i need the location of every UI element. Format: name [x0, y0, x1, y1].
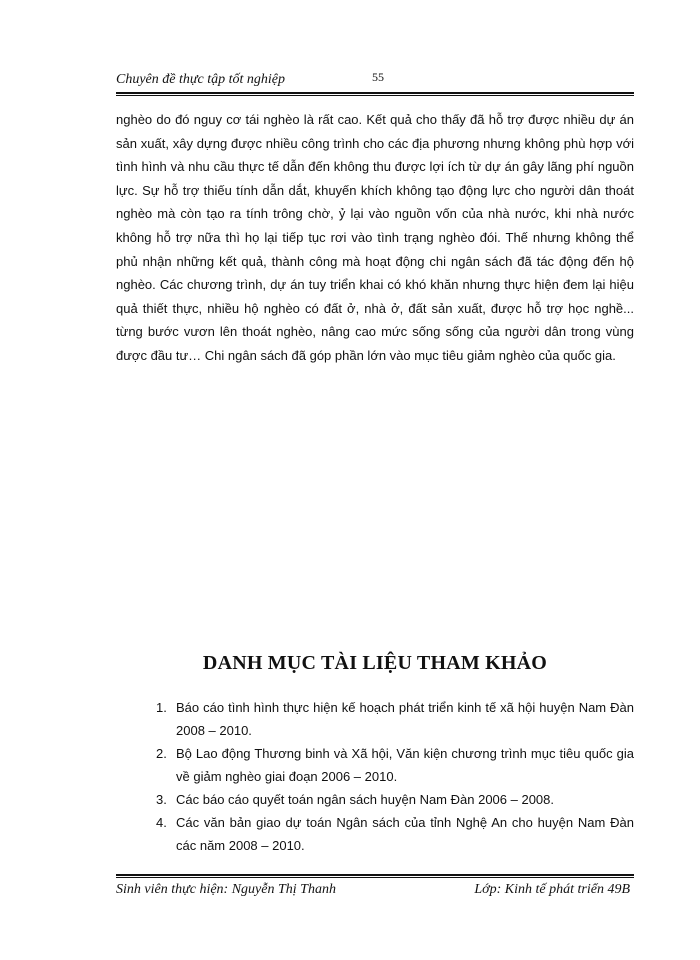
document-title: Chuyên đề thực tập tốt nghiệp	[116, 72, 285, 87]
footer-class: Lớp: Kinh tế phát triển 49B	[474, 882, 630, 897]
reference-item	[156, 788, 634, 811]
page-footer	[116, 880, 634, 902]
reference-number: 3.	[156, 792, 167, 807]
reference-item	[156, 696, 634, 742]
reference-item	[156, 811, 634, 857]
references-list	[156, 696, 634, 857]
reference-number: 2.	[156, 746, 167, 761]
reference-text: Các văn bản giao dự toán Ngân sách của tỉnh Nghệ An cho huyện Nam Đàn các năm 2008 – 2010.	[176, 815, 634, 853]
reference-item	[156, 742, 634, 788]
page-header	[116, 68, 634, 90]
reference-text: Bộ Lao động Thương binh và Xã hội, Văn kiện chương trình mục tiêu quốc gia về giảm nghèo giai đoạn 2006 – 2010.	[176, 746, 634, 784]
footer-student: Sinh viên thực hiện: Nguyễn Thị Thanh	[116, 882, 336, 897]
header-divider	[116, 92, 634, 96]
page-number: 55	[372, 70, 384, 84]
body-paragraph: nghèo do đó nguy cơ tái nghèo là rất cao. Kết quả cho thấy đã hỗ trợ được nhiều dự án sản xuất, xây dựng được nhiều công trình cho các địa phương nhưng không phù hợp với tình hình và nhu cầu thực tế dẫn đến không thu được lợi ích từ dự án gây lãng phí nguồn lực. Sự hỗ trợ thiếu tính dẫn dắt, khuyến khích không tạo động lực cho người dân thoát nghèo mà còn tạo ra tính trông chờ, ỷ lại vào nguồn vốn của nhà nước, khi nhà nước không hỗ trợ nữa thì họ lại tiếp tục rơi vào tình trạng nghèo đói. Thế nhưng không thể phủ nhận những kết quả, thành công mà hoạt động chi ngân sách đã tác động đến hộ nghèo. Các chương trình, dự án tuy triển khai có khó khăn nhưng thực hiện đem lại hiệu quả thiết thực, nhiều hộ nghèo có đất ở, nhà ở, đất sản xuất, được hỗ trợ học nghề... từng bước vươn lên thoát nghèo, nâng cao mức sống sống của người dân trong vùng được đầu tư… Chi ngân sách đã góp phần lớn vào mục tiêu giảm nghèo của quốc gia.	[116, 112, 634, 363]
footer-divider	[116, 874, 634, 878]
reference-text: Báo cáo tình hình thực hiện kế hoạch phát triển kinh tế xã hội huyện Nam Đàn 2008 – 2010.	[176, 700, 634, 738]
references-heading: DANH MỤC TÀI LIỆU THAM KHẢO	[202, 652, 548, 674]
reference-number: 4.	[156, 815, 167, 830]
reference-text: Các báo cáo quyết toán ngân sách huyện Nam Đàn 2006 – 2008.	[176, 792, 554, 807]
reference-number: 1.	[156, 700, 167, 715]
